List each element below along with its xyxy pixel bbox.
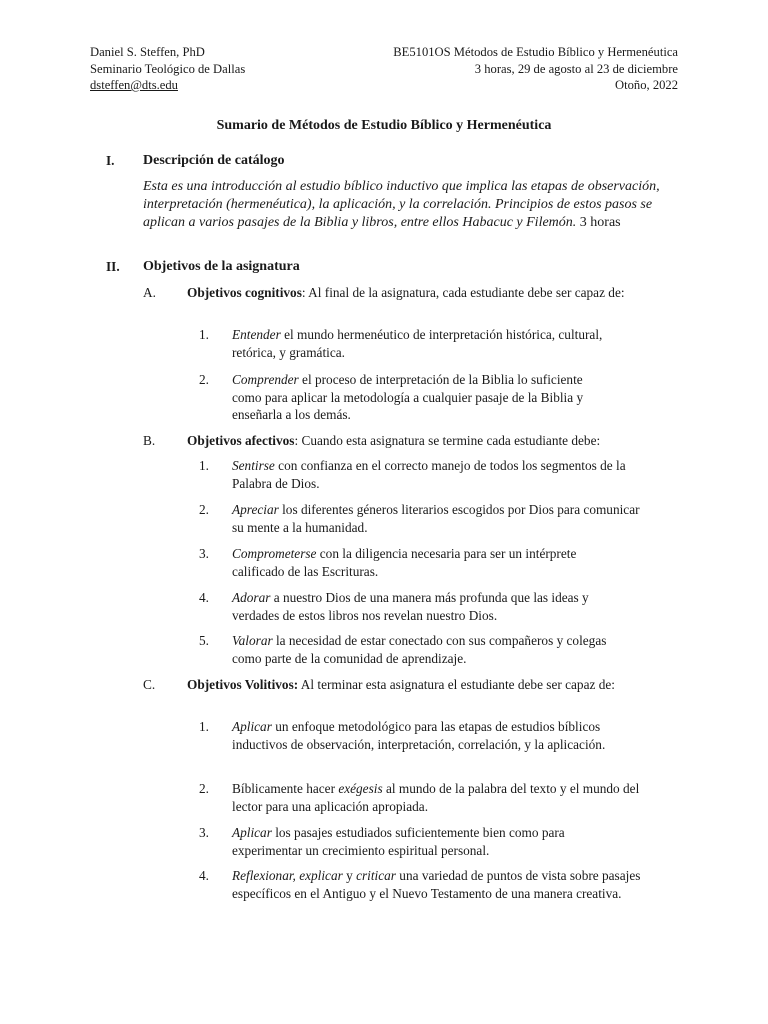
c-item-1 [232,718,632,753]
c-item-1-verb: Aplicar [232,719,272,734]
c-item-4 [232,867,672,902]
a-item-2-text: el proceso de interpretación de la Biblia lo suficiente como para aplicar la metodología a cualquier pasaje de la Biblia y enseñarla a los demás. [232,372,584,422]
b-item-2-text: los diferentes géneros literarios escogidos por Dios para comunicar su mente a la humanidad. [232,502,640,535]
catalog-description [143,178,663,232]
a-item-2-number: 2. [199,372,209,387]
c-item-3 [232,824,632,859]
a-item-1 [232,326,612,361]
b-item-4-verb: Adorar [232,590,271,605]
b-item-5-number: 5. [199,633,209,648]
objective-c-label: Objetivos Volitivos: [187,677,299,692]
b-item-1-number: 1. [199,458,209,473]
objective-b-letter: B. [143,433,156,448]
a-item-2-verb: Comprender [232,372,299,387]
c-item-4-verb-2: criticar [356,868,396,883]
c-item-3-text: los pasajes estudiados suficientemente bien como para experimentar un crecimiento espiritual personal. [232,825,565,858]
objective-b-text: : Cuando esta asignatura se termine cada estudiante debe: [294,433,601,448]
b-item-1-verb: Sentirse [232,458,275,473]
catalog-credit-hours: 3 horas [576,215,621,230]
a-item-1-number: 1. [199,327,209,342]
b-item-3-number: 3. [199,546,209,561]
section-1-numeral: I. [106,153,115,168]
b-item-3-verb: Comprometerse [232,546,317,561]
instructor-email-link[interactable]: dsteffen@dts.edu [90,78,178,92]
course-code: BE5101OS Métodos de Estudio Bíblico y Hermenéutica [393,45,678,59]
c-item-1-text: un enfoque metodológico para las etapas de estudios bíblicos inductivos de observación, interpretación, correlación, y la aplicación. [232,719,606,752]
c-item-4-verb: Reflexionar, explicar [232,868,343,883]
c-item-2-prefix: Bíblicamente hacer [232,781,339,796]
course-term: Otoño, 2022 [615,78,678,92]
document-title: Sumario de Métodos de Estudio Bíblico y Hermenéutica [216,118,552,133]
c-item-3-number: 3. [199,825,209,840]
b-item-3-text: con la diligencia necesaria para ser un intérprete calificado de las Escrituras. [232,546,577,579]
c-item-4-conj: y [342,868,357,883]
objective-a-heading [187,284,667,302]
objective-c-text: Al terminar esta asignatura el estudiante debe ser capaz de: [298,677,615,692]
c-item-1-number: 1. [199,719,209,734]
institution: Seminario Teológico de Dallas [90,61,246,76]
b-item-1 [232,457,667,492]
course-dates: 3 horas, 29 de agosto al 23 de diciembre [474,61,678,76]
b-item-2-verb: Apreciar [232,502,279,517]
objective-b-label: Objetivos afectivos [187,433,295,448]
c-item-2-verb: exégesis [338,781,383,796]
b-item-3 [232,545,577,580]
c-item-2-text: al mundo de la palabra del texto y el mundo del lector para una aplicación apropiada. [232,781,640,814]
a-item-2 [232,371,612,424]
objective-a-label: Objetivos cognitivos [187,285,302,300]
c-item-2 [232,780,642,815]
b-item-5-verb: Valorar [232,633,273,648]
a-item-1-verb: Entender [232,327,281,342]
objective-c-heading [187,676,632,694]
b-item-2-number: 2. [199,502,209,517]
header-right [393,44,678,94]
b-item-4 [232,589,602,624]
b-item-4-text: a nuestro Dios de una manera más profunda que las ideas y verdades de estos libros nos revelan nuestro Dios. [232,590,589,623]
b-item-5 [232,632,622,667]
section-2-numeral: II. [106,259,120,274]
a-item-1-text: el mundo hermenéutico de interpretación histórica, cultural, retórica, y gramática. [232,327,603,360]
instructor-name: Daniel S. Steffen, PhD [90,45,205,59]
objective-b-heading [187,432,667,450]
b-item-5-text: la necesidad de estar conectado con sus compañeros y colegas como parte de la comunidad de aprendizaje. [232,633,607,666]
catalog-italic-text: Esta es una introducción al estudio bíblico inductivo que implica las etapas de observación, interpretación (hermenéutica), la aplicación, y la correlación. Principios de estos pasos se aplican a varios pasajes de la Biblia y libros, entre ellos Habacuc y Filemón. [143,179,660,230]
c-item-3-verb: Aplicar [232,825,272,840]
header-left [90,44,245,94]
c-item-4-text: una variedad de puntos de vista sobre pasajes específicos en el Antiguo y el Nuevo Testamento de una manera creativa. [232,868,641,901]
b-item-2 [232,501,642,536]
b-item-4-number: 4. [199,590,209,605]
section-1-title: Descripción de catálogo [143,153,285,168]
objective-a-letter: A. [143,285,156,300]
c-item-4-number: 4. [199,868,209,883]
c-item-2-number: 2. [199,781,209,796]
b-item-1-text: con confianza en el correcto manejo de todos los segmentos de la Palabra de Dios. [232,458,626,491]
objective-a-text: : Al final de la asignatura, cada estudiante debe ser capaz de: [301,285,625,300]
objective-c-letter: C. [143,677,156,692]
section-2-title: Objetivos de la asignatura [143,259,300,274]
